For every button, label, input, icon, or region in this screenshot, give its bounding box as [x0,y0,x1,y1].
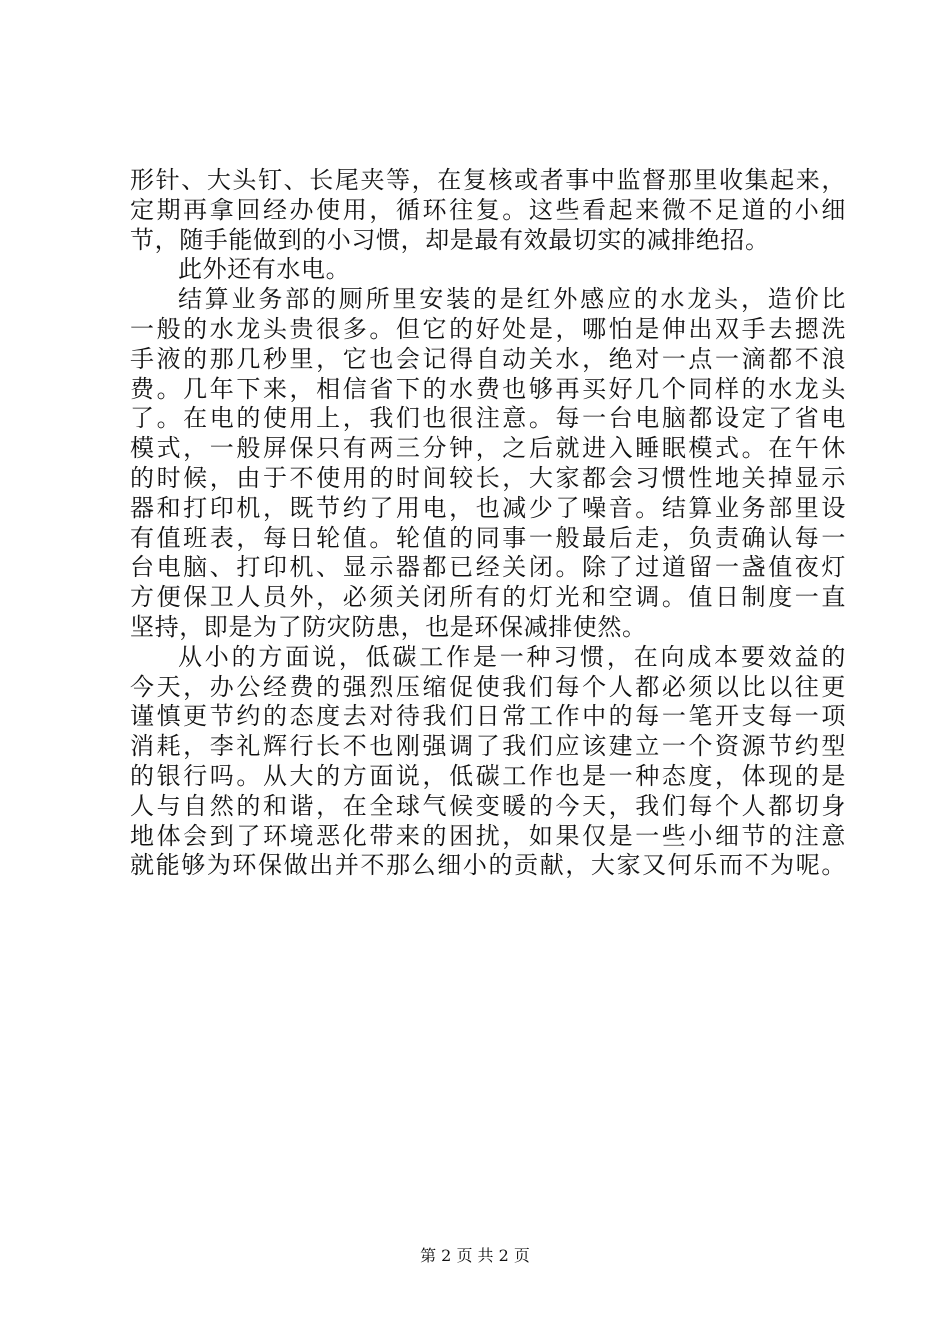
text-line: 手液的那几秒里，它也会记得自动关水，绝对一点一滴都不浪 [130,344,846,373]
text-line: 器和打印机，既节约了用电，也减少了噪音。结算业务部里设 [130,493,846,522]
text-line: 谨慎更节约的态度去对待我们日常工作中的每一笔开支每一项 [130,702,846,731]
text-line: 今天，办公经费的强烈压缩促使我们每个人都必须以比以往更 [130,672,846,701]
text-line: 了。在电的使用上，我们也很注意。每一台电脑都设定了省电 [130,404,846,433]
text-line: 人与自然的和谐，在全球气候变暖的今天，我们每个人都切身 [130,791,846,820]
text-line: 坚持，即是为了防灾防患，也是环保减排使然。 [130,612,647,641]
text-line: 就能够为环保做出并不那么细小的贡献，大家又何乐而不为呢。 [130,851,846,880]
text-line: 台电脑、打印机、显示器都已经关闭。除了过道留一盏值夜灯 [130,553,846,582]
text-line: 定期再拿回经办使用，循环往复。这些看起来微不足道的小细 [130,195,846,224]
text-line-paragraph-start: 此外还有水电。 [178,255,351,284]
text-line: 方便保卫人员外，必须关闭所有的灯光和空调。值日制度一直 [130,583,846,612]
text-line: 消耗，李礼辉行长不也刚强调了我们应该建立一个资源节约型 [130,732,846,761]
page-number-footer: 第 2 页 共 2 页 [420,1246,530,1265]
text-line: 有值班表，每日轮值。轮值的同事一般最后走，负责确认每一 [130,523,846,552]
text-line: 的银行吗。从大的方面说，低碳工作也是一种态度，体现的是 [130,761,846,790]
text-line-paragraph-start: 结算业务部的厕所里安装的是红外感应的水龙头，造价比 [178,285,846,314]
text-line-paragraph-start: 从小的方面说，低碳工作是一种习惯，在向成本要效益的 [178,642,846,671]
text-line: 费。几年下来，相信省下的水费也够再买好几个同样的水龙头 [130,374,846,403]
text-line: 一般的水龙头贵很多。但它的好处是，哪怕是伸出双手去摁洗 [130,314,846,343]
text-line: 形针、大头钉、长尾夹等，在复核或者事中监督那里收集起来， [130,166,846,194]
text-line: 模式，一般屏保只有两三分钟，之后就进入睡眠模式。在午休 [130,434,846,463]
body-text [130,166,846,881]
text-line: 的时候，由于不使用的时间较长，大家都会习惯性地关掉显示 [130,463,846,492]
text-line: 节，随手能做到的小习惯，却是最有效最切实的减排绝招。 [130,225,770,254]
text-line: 地体会到了环境恶化带来的困扰，如果仅是一些小细节的注意 [130,821,846,850]
